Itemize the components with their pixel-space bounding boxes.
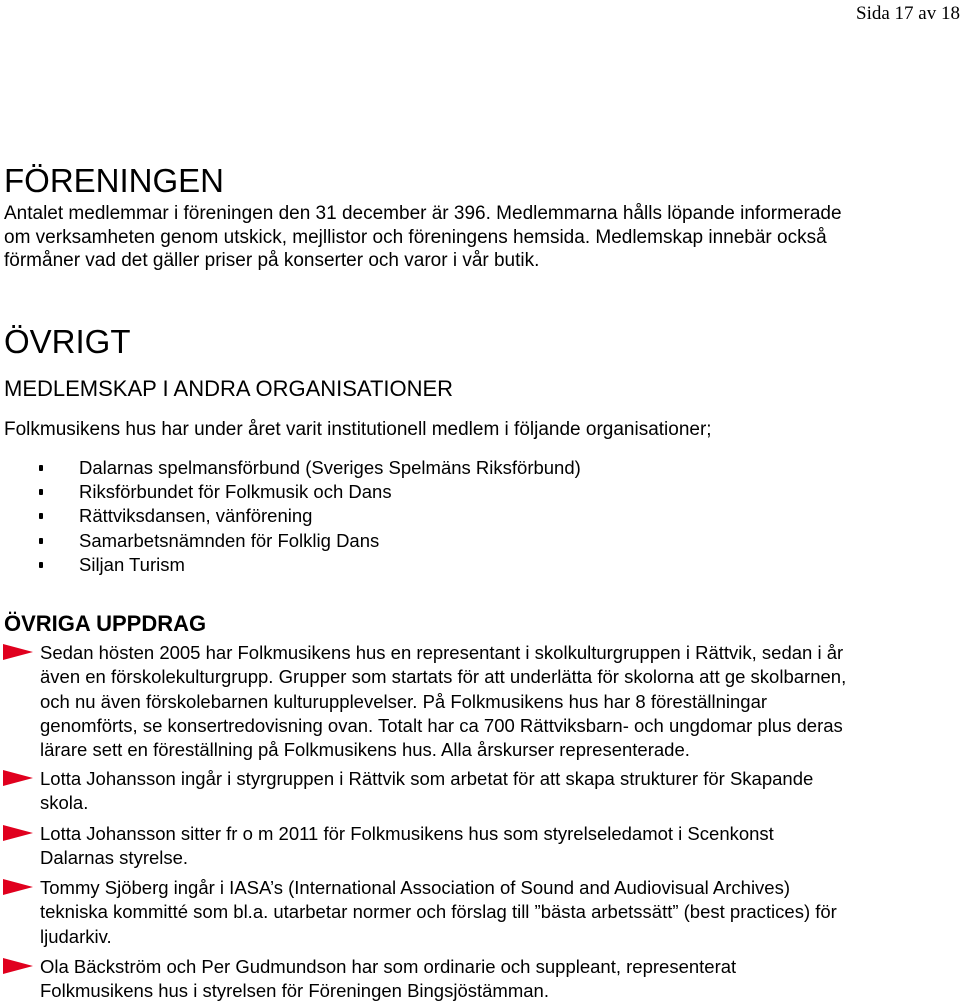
red-arrow-icon [3,770,33,786]
red-arrow-icon [3,825,33,841]
bullet-icon [39,489,43,495]
subheading-medlemskap: MEDLEMSKAP I ANDRA ORGANISATIONER [4,376,454,401]
organisation-name: Dalarnas spelmansförbund (Sveriges Spelmäns Riksförbund) [79,457,581,478]
organisation-name: Riksförbundet för Folkmusik och Dans [79,481,392,503]
bullet-icon [39,538,43,544]
heading-foreningen: FÖRENINGEN [4,162,225,199]
task-line: genomförts, se konsertredovisning ovan. Totalt har ca 700 Rättviksbarn- och ungdomar plus deras [40,714,843,736]
red-arrow-icon [3,644,33,660]
list-item [39,456,581,480]
task-line: lärare sett en föreställning på Folkmusikens hus. Alla årskurser representerade. [40,739,690,761]
task-line: skola. [40,792,89,814]
heading-ovrigt: ÖVRIGT [4,323,131,360]
paragraph-line: förmåner vad det gäller priser på konserter och varor i vår butik. [4,250,540,271]
bullet-icon [39,562,43,568]
task-line: Dalarnas styrelse. [40,847,189,869]
task-text [40,767,813,816]
list-item [39,529,581,553]
organisations-list [39,456,581,577]
list-item [39,480,581,504]
task-text [40,876,837,949]
task-text [40,641,846,762]
red-arrow-icon [3,879,33,895]
foreningen-paragraph [4,202,944,273]
red-arrow-icon [3,958,33,974]
task-text [40,822,774,871]
task-line: Lotta Johansson sitter fr o m 2011 för Folkmusikens hus som styrelseledamot i Scenkonst [40,823,774,844]
list-item [39,504,581,528]
organisation-name: Siljan Turism [79,553,185,575]
paragraph-line: om verksamheten genom utskick, mejllistor och föreningens hemsida. Medlemskap innebär också [4,226,827,248]
task-line: och nu även förskolebarnen kulturupplevelser. På Folkmusikens hus har 8 föreställningar [40,690,768,712]
bullet-icon [39,465,43,471]
task-line: även en förskolekulturgrupp. Grupper som startats för att underlätta för skolorna att ge skolbarnen, [40,666,847,688]
task-line: ljudarkiv. [40,925,112,947]
task-line: tekniska kommitté som bl.a. utarbetar normer och förslag till ”bästa arbetssätt” (best practices) för [40,901,837,923]
page-number: Sida 17 av 18 [856,3,960,24]
bullet-icon [39,513,43,519]
organisations-intro: Folkmusikens hus har under året varit institutionell medlem i följande organisationer; [4,419,712,440]
list-item [39,553,581,577]
organisation-name: Samarbetsnämnden för Folklig Dans [79,529,380,551]
task-line: Ola Bäckström och Per Gudmundson har som ordinarie och suppleant, representerat [40,956,737,977]
task-line: Tommy Sjöberg ingår i IASA’s (International Association of Sound and Audiovisual Archives) [40,877,790,898]
heading-ovriga-uppdrag: ÖVRIGA UPPDRAG [4,611,207,636]
paragraph-line: Antalet medlemmar i föreningen den 31 december är 396. Medlemmarna hålls löpande informerade [4,203,842,224]
task-line: Lotta Johansson ingår i styrgruppen i Rättvik som arbetat för att skapa strukturer för Skapande [40,768,814,789]
task-line: Sedan hösten 2005 har Folkmusikens hus en representant i skolkulturgruppen i Rättvik, sedan i år [40,642,844,663]
organisation-name: Rättviksdansen, vänförening [79,505,313,527]
task-line: Folkmusikens hus i styrelsen för Föreningen Bingsjöstämman. [40,980,549,1002]
task-text [40,955,736,1004]
